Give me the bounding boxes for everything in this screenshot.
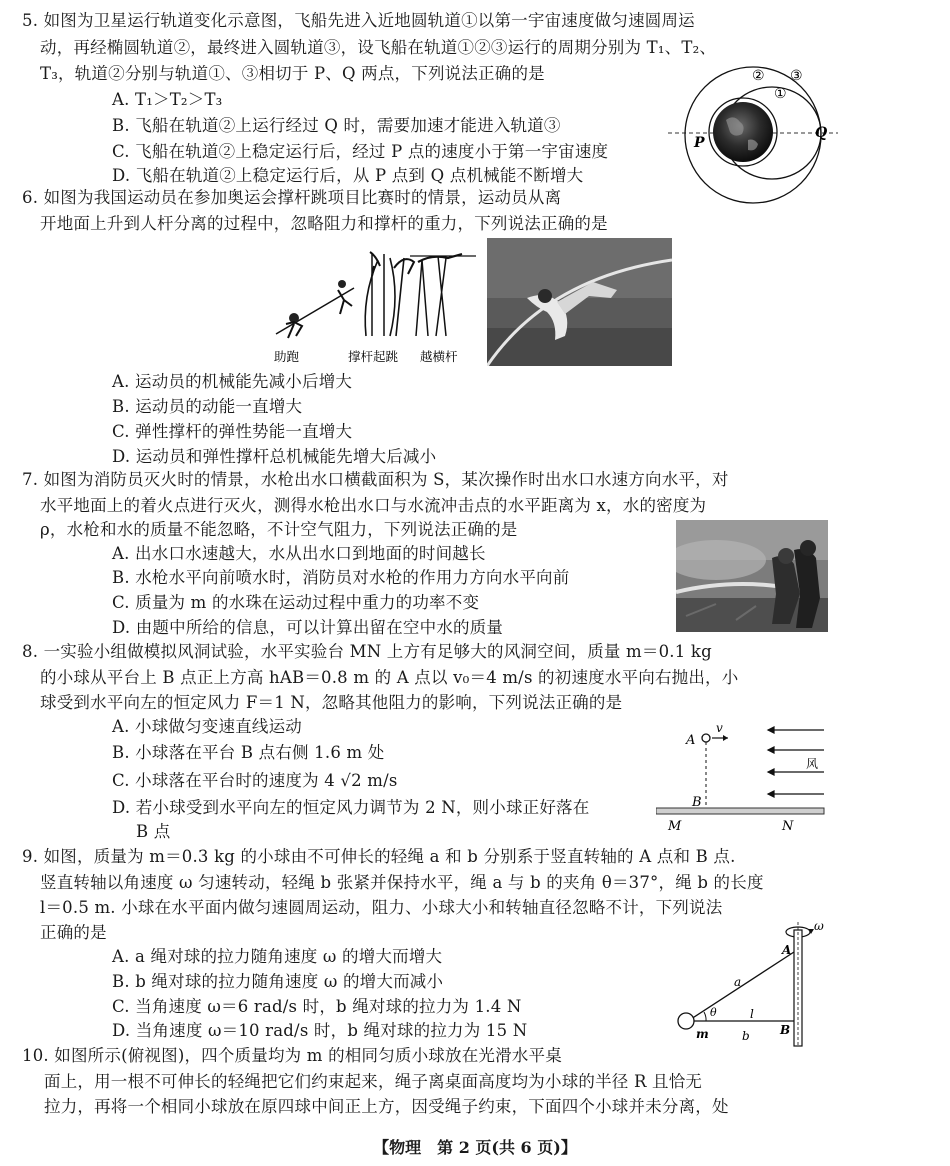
q7-option-a: A. 出水口水速越大，水从出水口到地面的时间越长 [112, 544, 486, 563]
q6-option-c: C. 弹性撑杆的弹性势能一直增大 [112, 422, 353, 441]
page-footer: 【物理 第 2 页(共 6 页)】 [373, 1138, 577, 1157]
q8-platform-MN [656, 808, 824, 814]
pole-vault-photo [487, 238, 672, 366]
q8-wind-tunnel-figure [656, 718, 832, 834]
q9-stem-line-1: 9. 如图，质量为 m＝0.3 kg 的小球由不可伸长的轻绳 a 和 b 分别系于竖直转轴的 A 点和 B 点. [22, 847, 736, 866]
q8-stem-line-3: 球受到水平向左的恒定风力 F＝1 N，忽略其他阻力的影响，下列说法正确的是 [40, 693, 623, 712]
q9-label-theta: θ [710, 1006, 717, 1019]
q8-option-d: D. 若小球受到水平向左的恒定风力调节为 2 N，则小球正好落在 [112, 798, 590, 817]
q6-option-d: D. 运动员和弹性撑杆总机械能先增大后减小 [112, 447, 437, 466]
q5-option-a: A. T₁＞T₂＞T₃ [112, 90, 223, 109]
q9-label-a: a [734, 975, 742, 989]
q5-option-b: B. 飞船在轨道②上运行经过 Q 时，需要加速才能进入轨道③ [112, 116, 561, 135]
q6-label-run-up: 助跑 [274, 349, 300, 364]
q10-stem-line-2: 面上，用一根不可伸长的轻绳把它们约束起来，绳子离桌面高度均为小球的半径 R 且恰无 [44, 1072, 703, 1091]
q9-stem-line-2: 竖直转轴以角速度 ω 匀速转动，轻绳 b 张紧并保持水平，绳 a 与 b 的夹角 θ＝37°，绳 b 的长度 [40, 873, 764, 892]
q9-stem-line-4: 正确的是 [40, 923, 107, 942]
q9-stem-line-3: l＝0.5 m. 小球在水平面内做匀速圆周运动，阻力、小球大小和转轴直径忽略不计，下列说法 [40, 898, 723, 917]
q10-stem-line-3: 拉力，再将一个相同小球放在原四球中间正上方，因受绳子约束，下面四个小球并未分离，处 [44, 1097, 729, 1116]
q8-stem-line-1: 8. 一实验小组做模拟风洞试验，水平实验台 MN 上方有足够大的风洞空间，质量 m＝0.1 kg [22, 642, 712, 661]
q10-stem-line-1: 10. 如图所示(俯视图)，四个质量均为 m 的相同匀质小球放在光滑水平桌 [22, 1046, 562, 1065]
q8-label-N: N [782, 819, 794, 834]
q9-option-c: C. 当角速度 ω＝6 rad/s 时，b 绳对球的拉力为 1.4 N [112, 997, 522, 1016]
q5-option-c: C. 飞船在轨道②上稳定运行后，经过 P 点的速度小于第一宇宙速度 [112, 142, 609, 161]
q5-orbit-figure [668, 60, 838, 210]
q9-label-A: A [782, 943, 792, 957]
q5-label-Q: Q [815, 125, 828, 141]
q7-stem-line-2: 水平地面上的着火点进行灭火，测得水枪出水口与水流冲击点的水平距离为 x，水的密度为 [40, 496, 707, 515]
q6-option-a: A. 运动员的机械能先减小后增大 [112, 372, 353, 391]
q8-ball [702, 734, 710, 742]
q8-option-b: B. 小球落在平台 B 点右侧 1.6 m 处 [112, 743, 385, 762]
q5-stem-line-1: 5. 如图为卫星运行轨道变化示意图，飞船先进入近地圆轨道①以第一宇宙速度做匀速圆周运 [22, 11, 695, 30]
q5-stem-line-2: 动，再经椭圆轨道②，最终进入圆轨道③，设飞船在轨道①②③运行的周期分别为 T₁、T₂、 [40, 38, 717, 57]
q5-stem-line-3: T₃，轨道②分别与轨道①、③相切于 P、Q 两点，下列说法正确的是 [40, 64, 545, 83]
q5-label-orbit-2: ② [752, 68, 765, 84]
q8-option-d-continued: B 点 [136, 822, 171, 841]
q9-ball [678, 1013, 694, 1029]
q8-label-B: B [692, 795, 702, 810]
q5-option-d: D. 飞船在轨道②上稳定运行后，从 P 点到 Q 点机械能不断增大 [112, 166, 584, 185]
q9-label-B: B [780, 1023, 791, 1037]
q6-option-b: B. 运动员的动能一直增大 [112, 397, 303, 416]
q8-label-M: M [668, 819, 682, 834]
q8-stem-line-2: 的小球从平台上 B 点正上方高 hAB＝0.8 m 的 A 点以 v₀＝4 m/s 的初速度水平向右抛出，小 [40, 668, 739, 687]
q8-option-a: A. 小球做匀变速直线运动 [112, 717, 303, 736]
q6-label-takeoff: 撑杆起跳 [348, 349, 399, 364]
q9-label-m: m [696, 1027, 709, 1041]
q9-label-omega: ω [814, 919, 824, 933]
earth-image [713, 102, 773, 162]
q9-label-b: b [742, 1029, 750, 1043]
q9-option-b: B. b 绳对球的拉力随角速度 ω 的增大而减小 [112, 972, 444, 991]
q8-label-A: A [686, 733, 696, 748]
firefighter-photo [676, 520, 828, 632]
q6-stem-line-2: 开地面上升到人杆分离的过程中，忽略阻力和撑杆的重力，下列说法正确的是 [40, 214, 608, 233]
q7-stem-line-3: ρ，水枪和水的质量不能忽略，不计空气阻力，下列说法正确的是 [40, 520, 518, 539]
q6-stem-line-1: 6. 如图为我国运动员在参加奥运会撑杆跳项目比赛时的情景，运动员从离 [22, 188, 562, 207]
q5-label-orbit-3: ③ [790, 68, 803, 84]
q5-label-orbit-1: ① [774, 86, 787, 102]
q9-label-l: l [750, 1007, 754, 1021]
q7-option-c: C. 质量为 m 的水珠在运动过程中重力的功率不变 [112, 593, 480, 612]
q8-label-v: v [716, 721, 723, 735]
q7-option-d: D. 由题中所给的信息，可以计算出留在空中水的质量 [112, 618, 504, 637]
q7-stem-line-1: 7. 如图为消防员灭火时的情景，水枪出水口横截面积为 S，某次操作时出水口水速方向水平，对 [22, 470, 729, 489]
q9-option-d: D. 当角速度 ω＝10 rad/s 时，b 绳对球的拉力为 15 N [112, 1021, 528, 1040]
q9-option-a: A. a 绳对球的拉力随角速度 ω 的增大而增大 [112, 947, 443, 966]
q7-option-b: B. 水枪水平向前喷水时，消防员对水枪的作用力方向水平向前 [112, 568, 570, 587]
q6-label-clear-bar: 越横杆 [420, 349, 458, 364]
q5-label-P: P [694, 135, 705, 151]
q8-option-c: C. 小球落在平台时的速度为 4 √2 m/s [112, 771, 398, 790]
q9-rotating-shaft-figure [672, 918, 832, 1048]
q8-label-wind: 风 [806, 757, 819, 771]
q6-pole-vault-sequence-figure [266, 240, 484, 368]
